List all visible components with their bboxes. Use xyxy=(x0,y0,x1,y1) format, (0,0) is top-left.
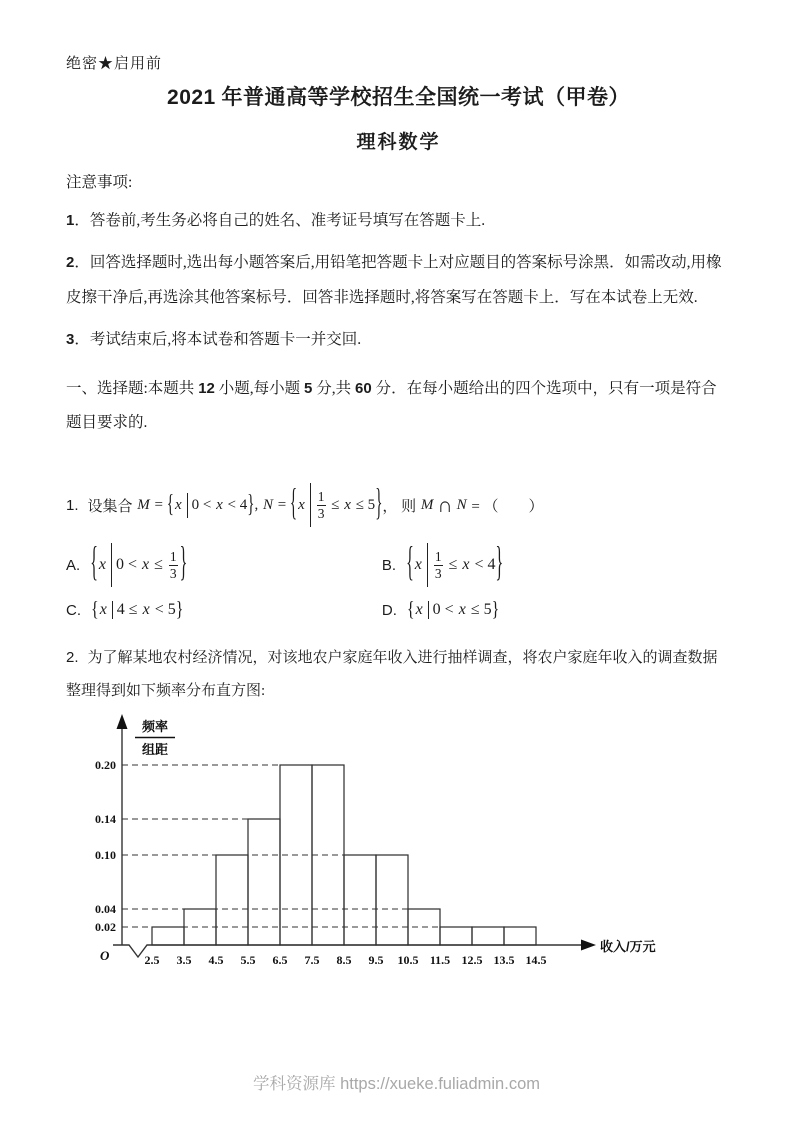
question-2 xyxy=(66,641,731,708)
note-item-2-number: 2 xyxy=(66,253,75,271)
x-tick-label: 12.5 xyxy=(461,953,483,968)
option-c xyxy=(66,598,382,622)
option-d-math: { x 0 < x ≤ 5 } xyxy=(406,598,500,622)
note-item-1-number: 1 xyxy=(66,212,75,229)
exam-title xyxy=(66,81,731,111)
y-axis-arrow xyxy=(117,714,128,729)
question-1-stem: 设集合 M = { x 0 < x < 4 } , N = { x $\frac{1}{3}$ ≤ x ≤ 5 } ， 则 M ∩ N = （ ） xyxy=(88,483,544,527)
x-tick-label: 13.5 xyxy=(493,953,515,968)
y-tick-label: 0.02 xyxy=(95,920,116,935)
bar-12.5 xyxy=(472,927,504,945)
option-d-label: D. xyxy=(381,601,397,619)
option-d xyxy=(381,598,731,622)
question-2-text: 为了解某地农村经济情况，对该地农户家庭年收入进行抽样调查，将农户家庭年收入的调查数据整理得到如下频率分布直方图: xyxy=(66,650,718,700)
x-tick-label: 3.5 xyxy=(176,953,192,968)
notes-heading: 注意事项: xyxy=(66,174,133,191)
option-c-math: { x 4 ≤ x < 5 } xyxy=(91,598,184,622)
exam-subject: 理科数学 xyxy=(356,132,441,153)
x-tick-label: 5.5 xyxy=(240,953,256,968)
frequency-histogram xyxy=(82,712,731,995)
x-tick-label: 7.5 xyxy=(304,953,320,968)
exam-title-year: 2021 xyxy=(167,86,216,109)
note-item-2-text: ．回答选择题时,选出每小题答案后,用铅笔把答题卡上对应题目的答案标号涂黑．如需改动,用橡皮擦干净后,再选涂其他答案标号．回答非选择题时,将答案写在答题卡上．写在本试卷上无效. xyxy=(66,253,722,306)
question-1 xyxy=(66,483,731,527)
option-b-math: { x $\frac{1}{3}$ ≤ x < 4 } xyxy=(406,542,504,586)
x-tick-label: 9.5 xyxy=(368,953,384,968)
x-tick-label: 8.5 xyxy=(336,953,352,968)
bar-13.5 xyxy=(504,927,536,945)
exam-title-text: 年普通高等学校招生全国统一考试（甲卷） xyxy=(215,85,630,109)
option-a-label: A. xyxy=(66,556,81,574)
question-1-number: 1. xyxy=(66,496,79,514)
x-tick-label: 14.5 xyxy=(525,953,547,968)
x-tick-label: 10.5 xyxy=(397,953,419,968)
y-tick-label: 0.14 xyxy=(95,812,116,827)
question-2-number: 2. xyxy=(66,649,79,667)
y-tick-label: 0.04 xyxy=(95,902,116,917)
x-tick-label: 2.5 xyxy=(144,953,160,968)
x-tick-label: 11.5 xyxy=(429,953,451,968)
option-a-math: { x 0 < x ≤ $\frac{1}{3}$ } xyxy=(90,542,188,586)
option-b-label: B. xyxy=(381,556,397,574)
watermark-footer: 学科资源库 https://xueke.fuliadmin.com xyxy=(252,1075,540,1093)
note-item-3-text: ．考试结束后,将本试卷和答题卡一并交回. xyxy=(74,330,362,348)
option-b xyxy=(382,543,731,587)
y-axis-label-denominator: 组距 xyxy=(141,742,169,758)
note-item-2 xyxy=(66,246,731,316)
y-axis-label-numerator: 频率 xyxy=(141,719,169,735)
origin-label: O xyxy=(100,948,110,964)
bar-5.5 xyxy=(248,819,280,945)
note-item-1 xyxy=(66,204,731,239)
bar-11.5 xyxy=(440,927,472,945)
frequency-histogram-svg xyxy=(82,712,682,990)
x-tick-label: 4.5 xyxy=(208,953,224,968)
x-axis-arrow xyxy=(581,940,596,951)
option-c-label: C. xyxy=(66,601,81,619)
y-tick-label: 0.10 xyxy=(95,848,116,863)
note-item-3 xyxy=(66,323,731,358)
bar-2.5 xyxy=(152,927,184,945)
section-title: 一、选择题:本题共 12 小题,每小题 5 分,共 60 分．在每小题给出的四个选项中，只有一项是符合题目要求的. xyxy=(66,379,717,432)
notes-section xyxy=(66,170,731,358)
note-item-1-text: ．答卷前,考生务必将自己的姓名、准考证号填写在答题卡上. xyxy=(74,212,486,229)
bar-3.5 xyxy=(184,909,216,945)
option-a xyxy=(66,543,382,587)
x-axis-label: 收入/万元 xyxy=(600,939,656,955)
bar-9.5 xyxy=(376,855,408,945)
note-item-3-number: 3 xyxy=(66,330,75,348)
question-1-options xyxy=(66,542,731,622)
y-tick-label: 0.20 xyxy=(95,758,116,773)
classification-header: 绝密★启用前 xyxy=(66,56,163,72)
x-tick-label: 6.5 xyxy=(272,953,288,968)
bar-4.5 xyxy=(216,855,248,945)
bar-8.5 xyxy=(344,855,376,945)
